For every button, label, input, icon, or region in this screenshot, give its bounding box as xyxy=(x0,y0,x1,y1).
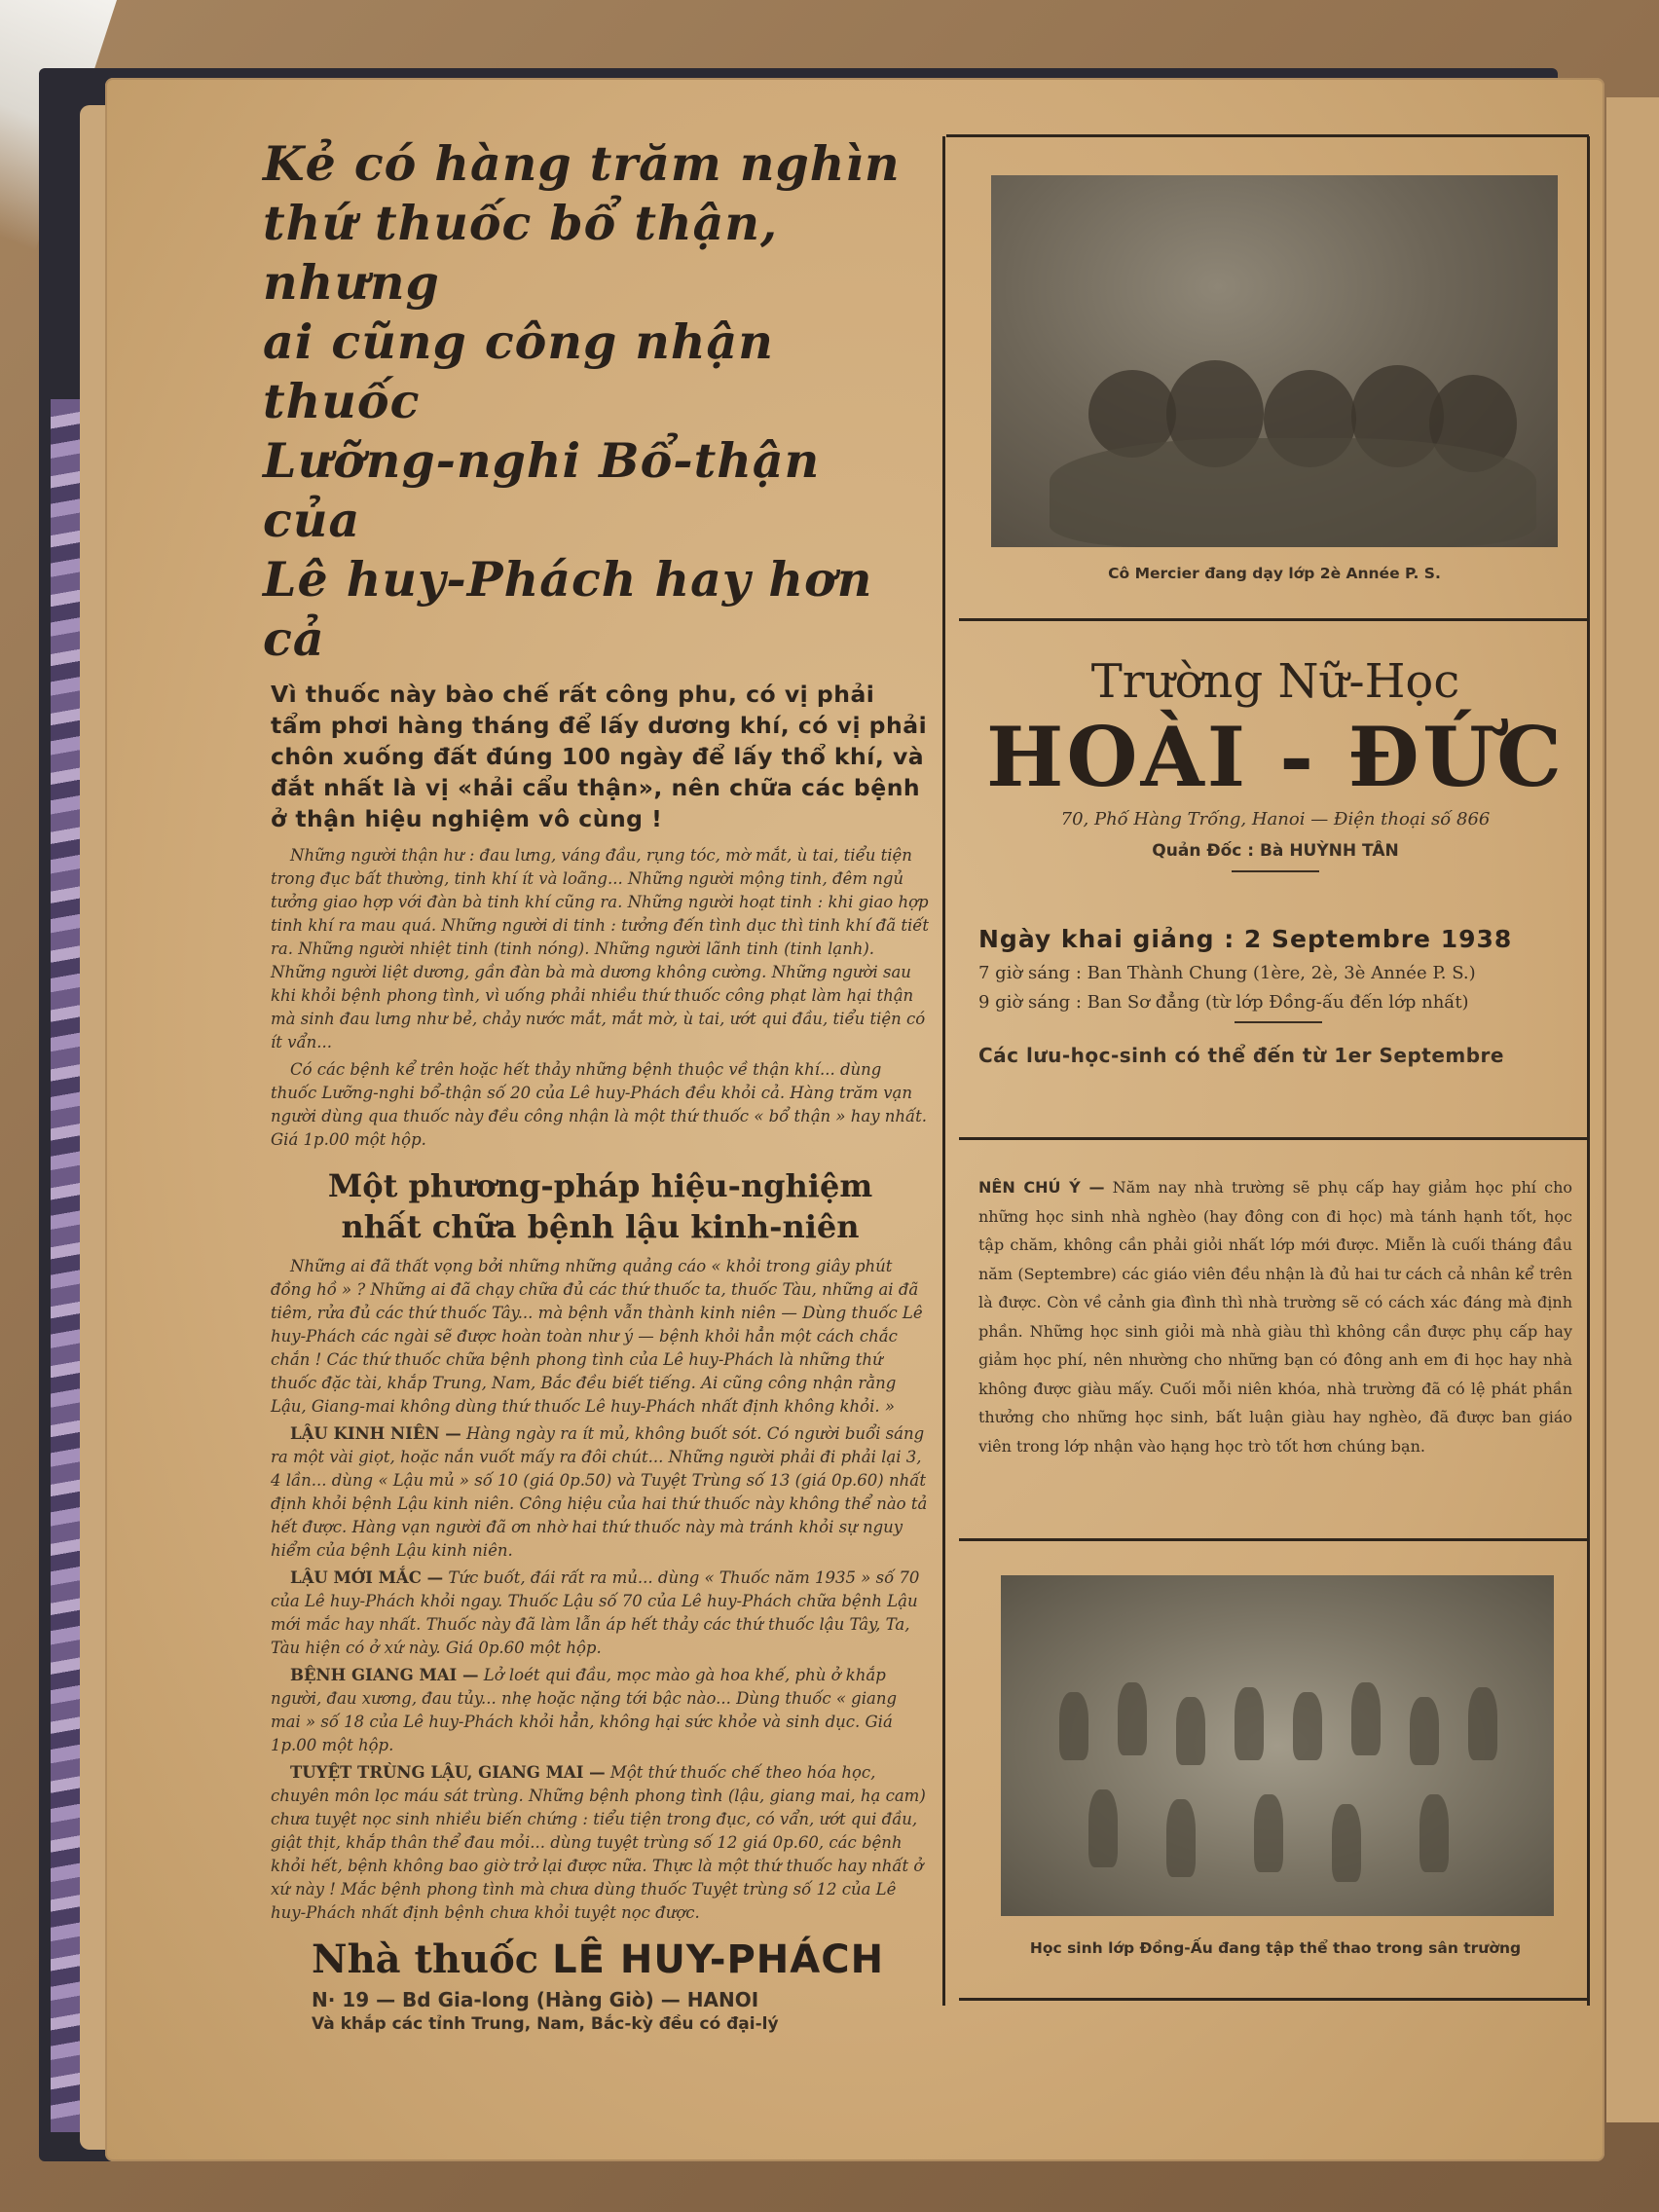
section-title xyxy=(271,1165,930,1247)
paragraph: Có các bệnh kể trên hoặc hết thảy những bệnh thuộc về thận khí... dùng thuốc Lưỡng-nghi bổ-thận số 20 của Lê huy-Phách đều khỏi cả. Hàng trăm vạn người dùng qua thuốc này đều công nhận là một thứ thuốc « bổ thận » hay nhất. Giá 1p.00 một hộp. xyxy=(271,1060,928,1149)
divider xyxy=(1232,870,1319,872)
item-paragraph xyxy=(271,1567,930,1660)
item-paragraph xyxy=(271,1761,930,1925)
headline-line: ai cũng công nhận thuốc xyxy=(263,313,774,429)
item-label: TUYỆT TRÙNG LẬU, GIANG MAI — xyxy=(290,1763,606,1782)
section-title-line: nhất chữa bệnh lậu kinh-niên xyxy=(341,1208,860,1245)
item-text: Lở loét qui đầu, mọc mào gà hoa khế, phù ở khắp người, đau xương, đau tủy... nhẹ hoặc nặng tới bậc nào... Dùng thuốc « giang mai » số 18 của Lê huy-Phách khỏi hẳn, không hại sức khỏe và sinh dục. Giá 1p.00 một hộp. xyxy=(271,1666,898,1754)
tuition-note xyxy=(978,1173,1572,1460)
section-rule xyxy=(959,1538,1587,1541)
headline-line: Lưỡng-nghi Bổ-thận của xyxy=(263,432,821,548)
section-rule xyxy=(959,1137,1587,1140)
classroom-photo-caption: Cô Mercier đang dạy lớp 2è Année P. S. xyxy=(1108,565,1441,582)
opening-info xyxy=(978,920,1577,1070)
schedule-line: 7 giờ sáng : Ban Thành Chung (1ère, 2è, 3è Année P. S.) xyxy=(978,963,1476,983)
headline-line: Kẻ có hàng trăm nghìn xyxy=(263,135,901,192)
opening-date: Ngày khai giảng : 2 Septembre 1938 xyxy=(978,925,1513,953)
note-label: NÊN CHÚ Ý — xyxy=(978,1178,1105,1197)
divider xyxy=(1235,1021,1322,1023)
ad-lead-paragraph: Vì thuốc này bào chế rất công phu, có vị phải tẩm phơi hàng tháng để lấy dương khí, có vị phải chôn xuống đất đúng 100 ngày để lấy thổ khí, và đắt nhất là vị «hải cẩu thận», nên chữa các bệnh ở thận hiệu nghiệm vô cùng ! xyxy=(271,681,928,832)
right-frame-right xyxy=(1587,136,1590,2006)
paragraph: Những người thận hư : đau lưng, váng đầu, rụng tóc, mờ mắt, ù tai, tiểu tiện trong đục bất thường, tinh khí ít và loãng... Những người mộng tinh, đêm ngủ tưởng giao hợp với đàn bà tinh khí cũng ra. Những người hoạt tinh : khi giao hợp tinh khí ra mau quá. Những người di tinh : tưởng đến tình dục thì tinh khí đã tiết ra. Những người nhiệt tinh (tinh nóng). Những người lãnh tinh (tinh lạnh). Những người liệt dương, gần đàn bà mà dương không cường. Những người sau khi khỏi bệnh phong tình, vì uống phải nhiều thứ thuốc công phạt làm hại thận mà sinh đau lưng như bẻ, chảy nước mắt, mắt mờ, ù tai, ướt qui đầu, tiểu tiện có ít vẩn... xyxy=(271,846,930,1051)
item-text: Một thứ thuốc chế theo hóa học, chuyên môn lọc máu sát trùng. Những bệnh phong tình (lậu, giang mai, hạ cam) chưa tuyệt nọc sinh nhiều biến chứng : tiểu tiện trong đục, có vẩn, ướt qui đầu, giật thịt, khắp thân thể đau mỏi... dùng tuyệt trùng số 12 giá 0p.60, các bệnh khỏi hết, bệnh không bao giờ trở lại được nữa. Thực là một thứ thuốc hay nhất ở xứ này ! Mắc bệnh phong tình mà chưa dùng thuốc Tuyệt trùng số 12 của Lê huy-Phách nhất định bệnh chưa khỏi tuyệt nọc được. xyxy=(271,1763,926,1922)
brand-prefix: Nhà thuốc xyxy=(312,1936,539,1982)
headline-line: thứ thuốc bổ thận, nhưng xyxy=(263,195,779,311)
schoolyard-photo xyxy=(1001,1575,1554,1916)
medicine-advertisement xyxy=(156,134,930,2034)
school-director: Quản Đốc : Bà HUỲNH TÂN xyxy=(1152,841,1399,861)
pharmacy-brand xyxy=(312,1936,930,1983)
item-label: LẬU KINH NIÊN — xyxy=(290,1424,461,1443)
headline-line: Lê huy-Phách hay hơn cả xyxy=(263,551,873,667)
pharmacy-agents: Và khắp các tỉnh Trung, Nam, Bắc-kỳ đều có đại-lý xyxy=(312,2014,779,2034)
school-address: 70, Phố Hàng Trống, Hanoi — Điện thoại số 866 xyxy=(1060,809,1491,830)
school-name: HOÀI - ĐỨC xyxy=(986,709,1565,805)
right-frame-top xyxy=(946,134,1589,137)
boarding-info: Các lưu-học-sinh có thể đến từ 1er Septembre xyxy=(978,1044,1504,1067)
item-text: Hàng ngày ra ít mủ, không buốt sót. Có người buổi sáng ra một vài giọt, hoặc nắn vuốt mấy ra đôi chút... Những người phải đi phải lại 3, 4 lần... dùng « Lậu mủ » số 10 (giá 0p.50) và Tuyệt Trùng số 13 (giá 0p.60) nhất định khỏi bệnh Lậu kinh niên. Công hiệu của hai thứ thuốc này không thể nào tả hết được. Hàng vạn người đã ơn nhờ hai thứ thuốc này mà tránh khỏi sự nguy hiểm của bệnh Lậu kinh niên. xyxy=(271,1424,928,1560)
item-label: LẬU MỚI MẮC — xyxy=(290,1568,444,1587)
adjacent-page-edge xyxy=(1606,97,1659,2122)
column-divider xyxy=(942,136,945,2006)
note-text: Năm nay nhà trường sẽ phụ cấp hay giảm học phí cho những học sinh nhà nghèo (hay đông con đi học) mà tánh hạnh tốt, học tập chăm, không cần phải giỏi nhất lớp mới được. Miễn là cuối tháng đầu năm (Septembre) các giáo viên đều nhận là đủ hai tư cách cả nhân kể trên là được. Còn về cảnh gia đình thì nhà trường sẽ có cách xác đáng mà định phần. Những học sinh giỏi mà nhà giàu thì không cần được phụ cấp hay giảm học phí, nên nhường cho những bạn có đông anh em đi học hay nhà không được giàu mấy. Cuối mỗi niên khóa, nhà trường đã có lệ phát phần thưởng cho những học sinh, bất luận giàu hay nghèo, đã được ban giáo viên trong lớp nhận vào hạng học trò tốt hơn chúng bạn. xyxy=(978,1178,1573,1456)
school-type: Trường Nữ-Học xyxy=(1090,654,1460,709)
item-paragraph xyxy=(271,1422,930,1563)
item-paragraph xyxy=(271,1664,930,1757)
pharmacy-address: N· 19 — Bd Gia-long (Hàng Giò) — HANOI xyxy=(312,1988,759,2011)
schedule-line: 9 giờ sáng : Ban Sơ đẳng (từ lớp Đồng-ấu đến lớp nhất) xyxy=(978,992,1469,1013)
ad-body-2 xyxy=(271,1255,930,1925)
school-header xyxy=(964,652,1587,876)
brand-name: LÊ HUY-PHÁCH xyxy=(552,1937,885,1982)
item-text: Tức buốt, đái rất ra mủ... dùng « Thuốc năm 1935 » số 70 của Lê huy-Phách khỏi ngay. Thuốc Lậu số 70 của Lê huy-Phách chữa bệnh Lậu mới mắc hay nhất. Thuốc này đã làm lẫn áp hết thảy các thứ thuốc lậu Tây, Ta, Tàu hiện có ở xứ này. Giá 0p.60 một hộp. xyxy=(271,1568,920,1657)
ad-headline xyxy=(263,134,930,669)
section-rule xyxy=(959,618,1587,621)
paragraph: Những ai đã thất vọng bởi những những quảng cáo « khỏi trong giây phút đồng hồ » ? Những ai đã chạy chữa đủ các thứ thuốc ta, thuốc Tàu, những ai đã tiêm, rửa đủ các thứ thuốc Tây... mà bệnh vẫn thành kinh niên — Dùng thuốc Lê huy-Phách các ngài sẽ được hoàn toàn như ý — bệnh khỏi hẳn một cách chắc chắn ! Các thứ thuốc chữa bệnh phong tình của Lê huy-Phách là những thứ thuốc đặc tài, khắp Trung, Nam, Bắc đều biết tiếng. Ai cũng công nhận rằng Lậu, Giang-mai không dùng thứ thuốc Lê huy-Phách nhất định không khỏi. » xyxy=(271,1257,923,1416)
section-title-line: Một phương-pháp hiệu-nghiệm xyxy=(327,1167,873,1204)
classroom-photo xyxy=(991,175,1558,547)
ad-body-1 xyxy=(271,844,930,1152)
schoolyard-photo-caption: Học sinh lớp Đồng-Ấu đang tập thể thao trong sân trường xyxy=(1029,1939,1522,1957)
right-frame-bottom xyxy=(959,1998,1590,2001)
item-label: BỆNH GIANG MAI — xyxy=(290,1666,479,1684)
